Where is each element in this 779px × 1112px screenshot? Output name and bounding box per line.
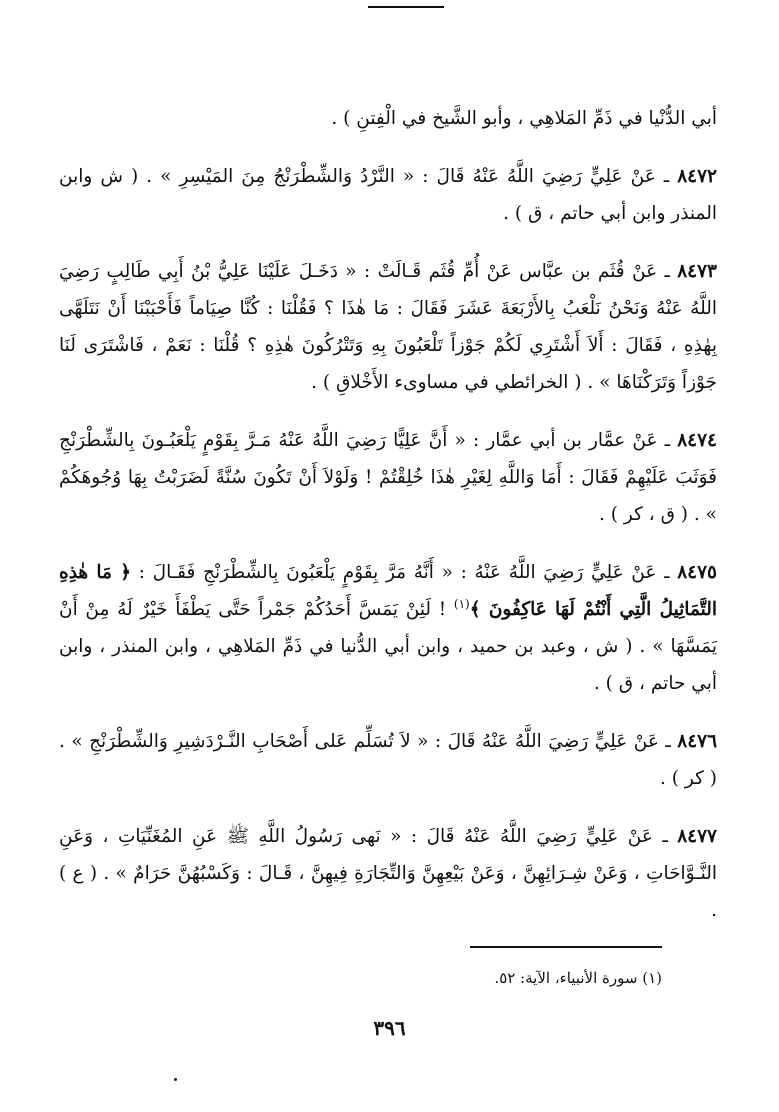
hadith-number: ٨٤٧٦ [677, 731, 718, 752]
hadith-text: ـ عَنْ عَلِيٍّ رَضِيَ اللَّهُ عَنْهُ قَالَ : « النَّرْدُ وَالشِّطْرَنْجُ مِنَ المَيْسِرِ » . ( ش وابن المنذر وابن أبي حاتم ، ق ) . [59, 166, 717, 224]
hadith-number: ٨٤٧٥ [677, 562, 717, 583]
hadith-8473 [59, 253, 717, 401]
hadith-8477 [59, 818, 717, 929]
continuation-paragraph: أبي الدُّنْيا في ذَمِّ المَلاهِي ، وأبو الشَّيخ في الْفِتنِ ) . [331, 108, 717, 129]
hadith-text: ـ عَنْ عَلِيٍّ رَضِيَ اللَّهُ عَنْهُ قَالَ : « لاَ تُسَلِّم عَلى أَصْحَابِ النَّـرْدَشِيرِ وَالشِّطْرَنْجِ » . ( كر ) . [59, 731, 717, 789]
page-body [59, 100, 717, 950]
hadith-8472 [59, 158, 717, 232]
hadith-number: ٨٤٧٧ [677, 826, 717, 847]
page-number: ٣٩٦ [373, 1016, 406, 1040]
hadith-number: ٨٤٧٤ [677, 430, 717, 451]
hadith-number: ٨٤٧٣ [677, 261, 717, 282]
footnote: (١) سورة الأنبياء، الآية: ٥٢. [494, 969, 662, 987]
top-rule [368, 6, 444, 8]
hadith-text: ـ عَنْ عَلِيٍّ رَضِيَ اللَّهُ عَنْهُ قَالَ : « نَهى رَسُولُ اللَّهِ ﷺ عَنِ المُغَنِّيَاتِ ، وَعَنِ النَّـوَّاحَاتِ ، وَعَنْ شِـرَائِهِنَّ ، وَعَنْ بَيْعِهِنَّ وَالتِّجَارَةِ فِيهِنَّ ، قَـالَ : وَكَسْبُهُنَّ حَرَامٌ » . ( ع ) . [59, 826, 717, 921]
print-speck [174, 1078, 177, 1081]
hadith-8475 [59, 554, 717, 702]
footnote-reference[interactable]: (١) [453, 596, 470, 611]
hadith-text: ـ عَنْ عمَّار بن أبي عمَّار : « أَنَّ عَلِيًّا رَضِيَ اللَّهُ عَنْهُ مَـرَّ بِقَوْمٍ يَلْعَبُـونَ بِالشِّطْرَنْجِ فَوَثَبَ عَلَيْهِمْ فَقَالَ : أَمَا وَاللَّهِ لِغَيْرِ هٰذَا خُلِقْتُمْ ! وَلَوْلاَ أَنْ تَكُونَ سُنَّةً لَضَرَبْتُ بِهَا وُجُوهَكُمْ » . ( ق ، كر ) . [59, 430, 717, 525]
hadith-text: ـ عَنْ عَلِيٍّ رَضِيَ اللَّهُ عَنْهُ : « أَنَّهُ مَرَّ بِقَوْمٍ يَلْعَبُونَ بِالشِّطْرَنْجِ فَقَـالَ : [138, 562, 670, 583]
hadith-text: ـ عَنْ قُثَم بن عبَّاس عَنْ أُمِّ قُثَم قَـالَتْ : « دَخَـلَ عَلَيْنَا عَلِيُّ بْنُ أَبِي طَالِبٍ رَضِيَ اللَّهُ عَنْهُ وَنَحْنُ نَلْعَبُ بِالأَرْبَعَةَ عَشَرَ فَقَالَ : مَا هٰذَا ؟ فَقُلْنَا : كُنَّا صِيَاماً فَأَحْبَبْنَا أَنْ نَتَلَهَّى بِهٰذِهِ ، فَقَالَ : أَلاَ أَشْتَرِي لَكُمْ جَوْزاً تَلْعَبُونَ بِهِ وَتَتْرُكُونَ هٰذِهِ ؟ قُلْنَا : نَعَمْ ، فَاشْتَرَى لَنَا جَوْزاً وَتَرَكْنَاهَا » . ( الخرائطي في مساوىء الأَخْلاقِ ) . [59, 261, 717, 393]
hadith-number: ٨٤٧٢ [677, 166, 717, 187]
footnote-divider [470, 946, 662, 948]
hadith-8474 [59, 422, 717, 533]
quran-verse: ﴿ مَا هٰذِهِ التَّمَاثِيلُ الَّتِي أَنْتُمْ لَهَا عَاكِفُونَ ﴾ [59, 562, 717, 620]
hadith-8476 [59, 723, 717, 797]
hadith-text-continued: ! لَئِنْ يَمَسَّ أَحَدُكُمْ جَمْراً حَتَّى يَطْفَأَ خَيْرٌ لَهُ مِنْ أَنْ يَمَسَّهَا » . ( ش ، وعبد بن حميد ، وابن أبي الدُّنيا في ذَمِّ المَلاهِي ، وابن المنذر ، وابن أبي حاتم ، ق ) . [59, 599, 717, 694]
